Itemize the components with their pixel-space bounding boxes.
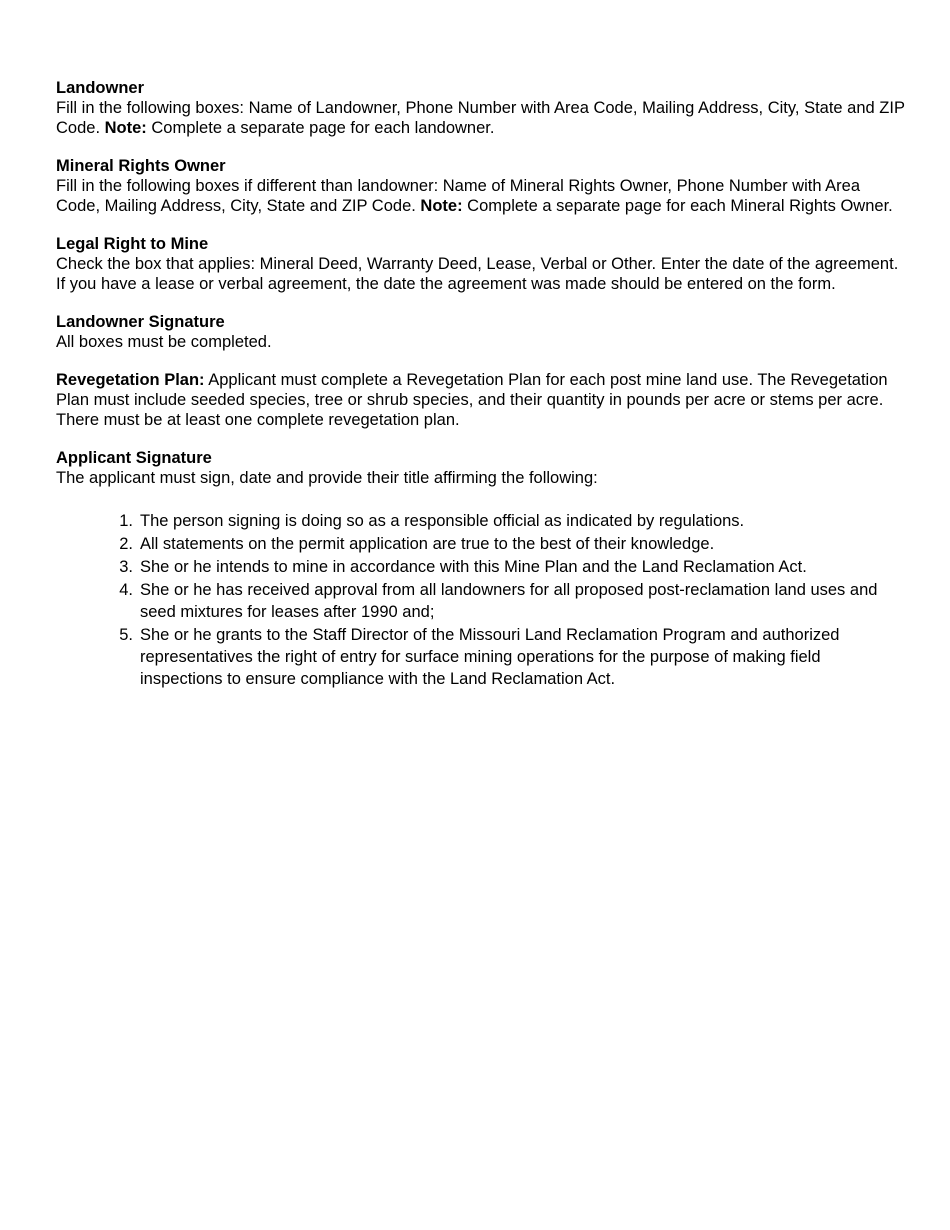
landowner-note-text: Complete a separate page for each landowner. <box>146 119 495 137</box>
mineral-rights-owner-note-text: Complete a separate page for each Mineral Rights Owner. <box>462 197 893 215</box>
list-item <box>119 579 906 623</box>
mineral-rights-owner-text: Fill in the following boxes if different than landowner: Name of Mineral Rights Owner, Phone Number with Area Code, Mailing Address, City, State and ZIP Code. <box>56 177 861 215</box>
mineral-rights-owner-note-label: Note: <box>420 197 463 215</box>
list-item-text: She or he has received approval from all landowners for all proposed post-reclamation land uses and seed mixtures for leases after 1990 and; <box>140 581 878 621</box>
affirmation-list <box>56 510 906 690</box>
landowner-note-label: Note: <box>104 119 147 137</box>
list-item <box>119 533 906 555</box>
list-item-number: 3. <box>119 558 133 576</box>
landowner-section <box>56 78 906 138</box>
legal-right-section <box>56 234 906 294</box>
landowner-signature-instructions: All boxes must be completed. <box>56 333 272 351</box>
landowner-signature-heading: Landowner Signature <box>56 313 225 331</box>
revegetation-section <box>56 370 906 430</box>
list-item-number: 1. <box>119 512 133 530</box>
list-item-number: 5. <box>119 626 133 644</box>
list-item-text: All statements on the permit application are true to the best of their knowledge. <box>140 535 715 553</box>
legal-right-instructions: Check the box that applies: Mineral Deed, Warranty Deed, Lease, Verbal or Other. Enter the date of the agreement. If you have a lease or verbal agreement, the date the agreement was made should be entered on the form. <box>56 255 899 293</box>
revegetation-heading: Revegetation Plan: <box>56 371 205 389</box>
list-item-text: The person signing is doing so as a responsible official as indicated by regulations. <box>140 512 745 530</box>
mineral-rights-owner-instructions <box>56 176 906 216</box>
list-item <box>119 556 906 578</box>
list-item-text: She or he grants to the Staff Director of the Missouri Land Reclamation Program and authorized representatives the right of entry for surface mining operations for the purpose of making field inspections to ensure compliance with the Land Reclamation Act. <box>140 626 840 688</box>
applicant-signature-instructions: The applicant must sign, date and provide their title affirming the following: <box>56 469 598 487</box>
revegetation-instructions <box>56 370 906 430</box>
landowner-heading: Landowner <box>56 79 145 97</box>
revegetation-text: Applicant must complete a Revegetation Plan for each post mine land use. The Revegetation Plan must include seeded species, tree or shrub species, and their quantity in pounds per acre or stems per acre. There must be at least one complete revegetation plan. <box>56 371 888 429</box>
mineral-rights-owner-heading: Mineral Rights Owner <box>56 157 226 175</box>
applicant-signature-heading: Applicant Signature <box>56 449 212 467</box>
list-item <box>119 510 906 532</box>
landowner-text: Fill in the following boxes: Name of Landowner, Phone Number with Area Code, Mailing Address, City, State and ZIP Code. <box>56 99 905 137</box>
landowner-instructions <box>56 98 906 138</box>
legal-right-heading: Legal Right to Mine <box>56 235 209 253</box>
applicant-signature-section <box>56 448 906 690</box>
list-item <box>119 624 906 690</box>
list-item-text: She or he intends to mine in accordance with this Mine Plan and the Land Reclamation Act. <box>140 558 807 576</box>
instructions-page <box>56 78 906 708</box>
mineral-rights-owner-section <box>56 156 906 216</box>
list-item-number: 4. <box>119 581 133 599</box>
landowner-signature-section <box>56 312 906 352</box>
list-item-number: 2. <box>119 535 133 553</box>
